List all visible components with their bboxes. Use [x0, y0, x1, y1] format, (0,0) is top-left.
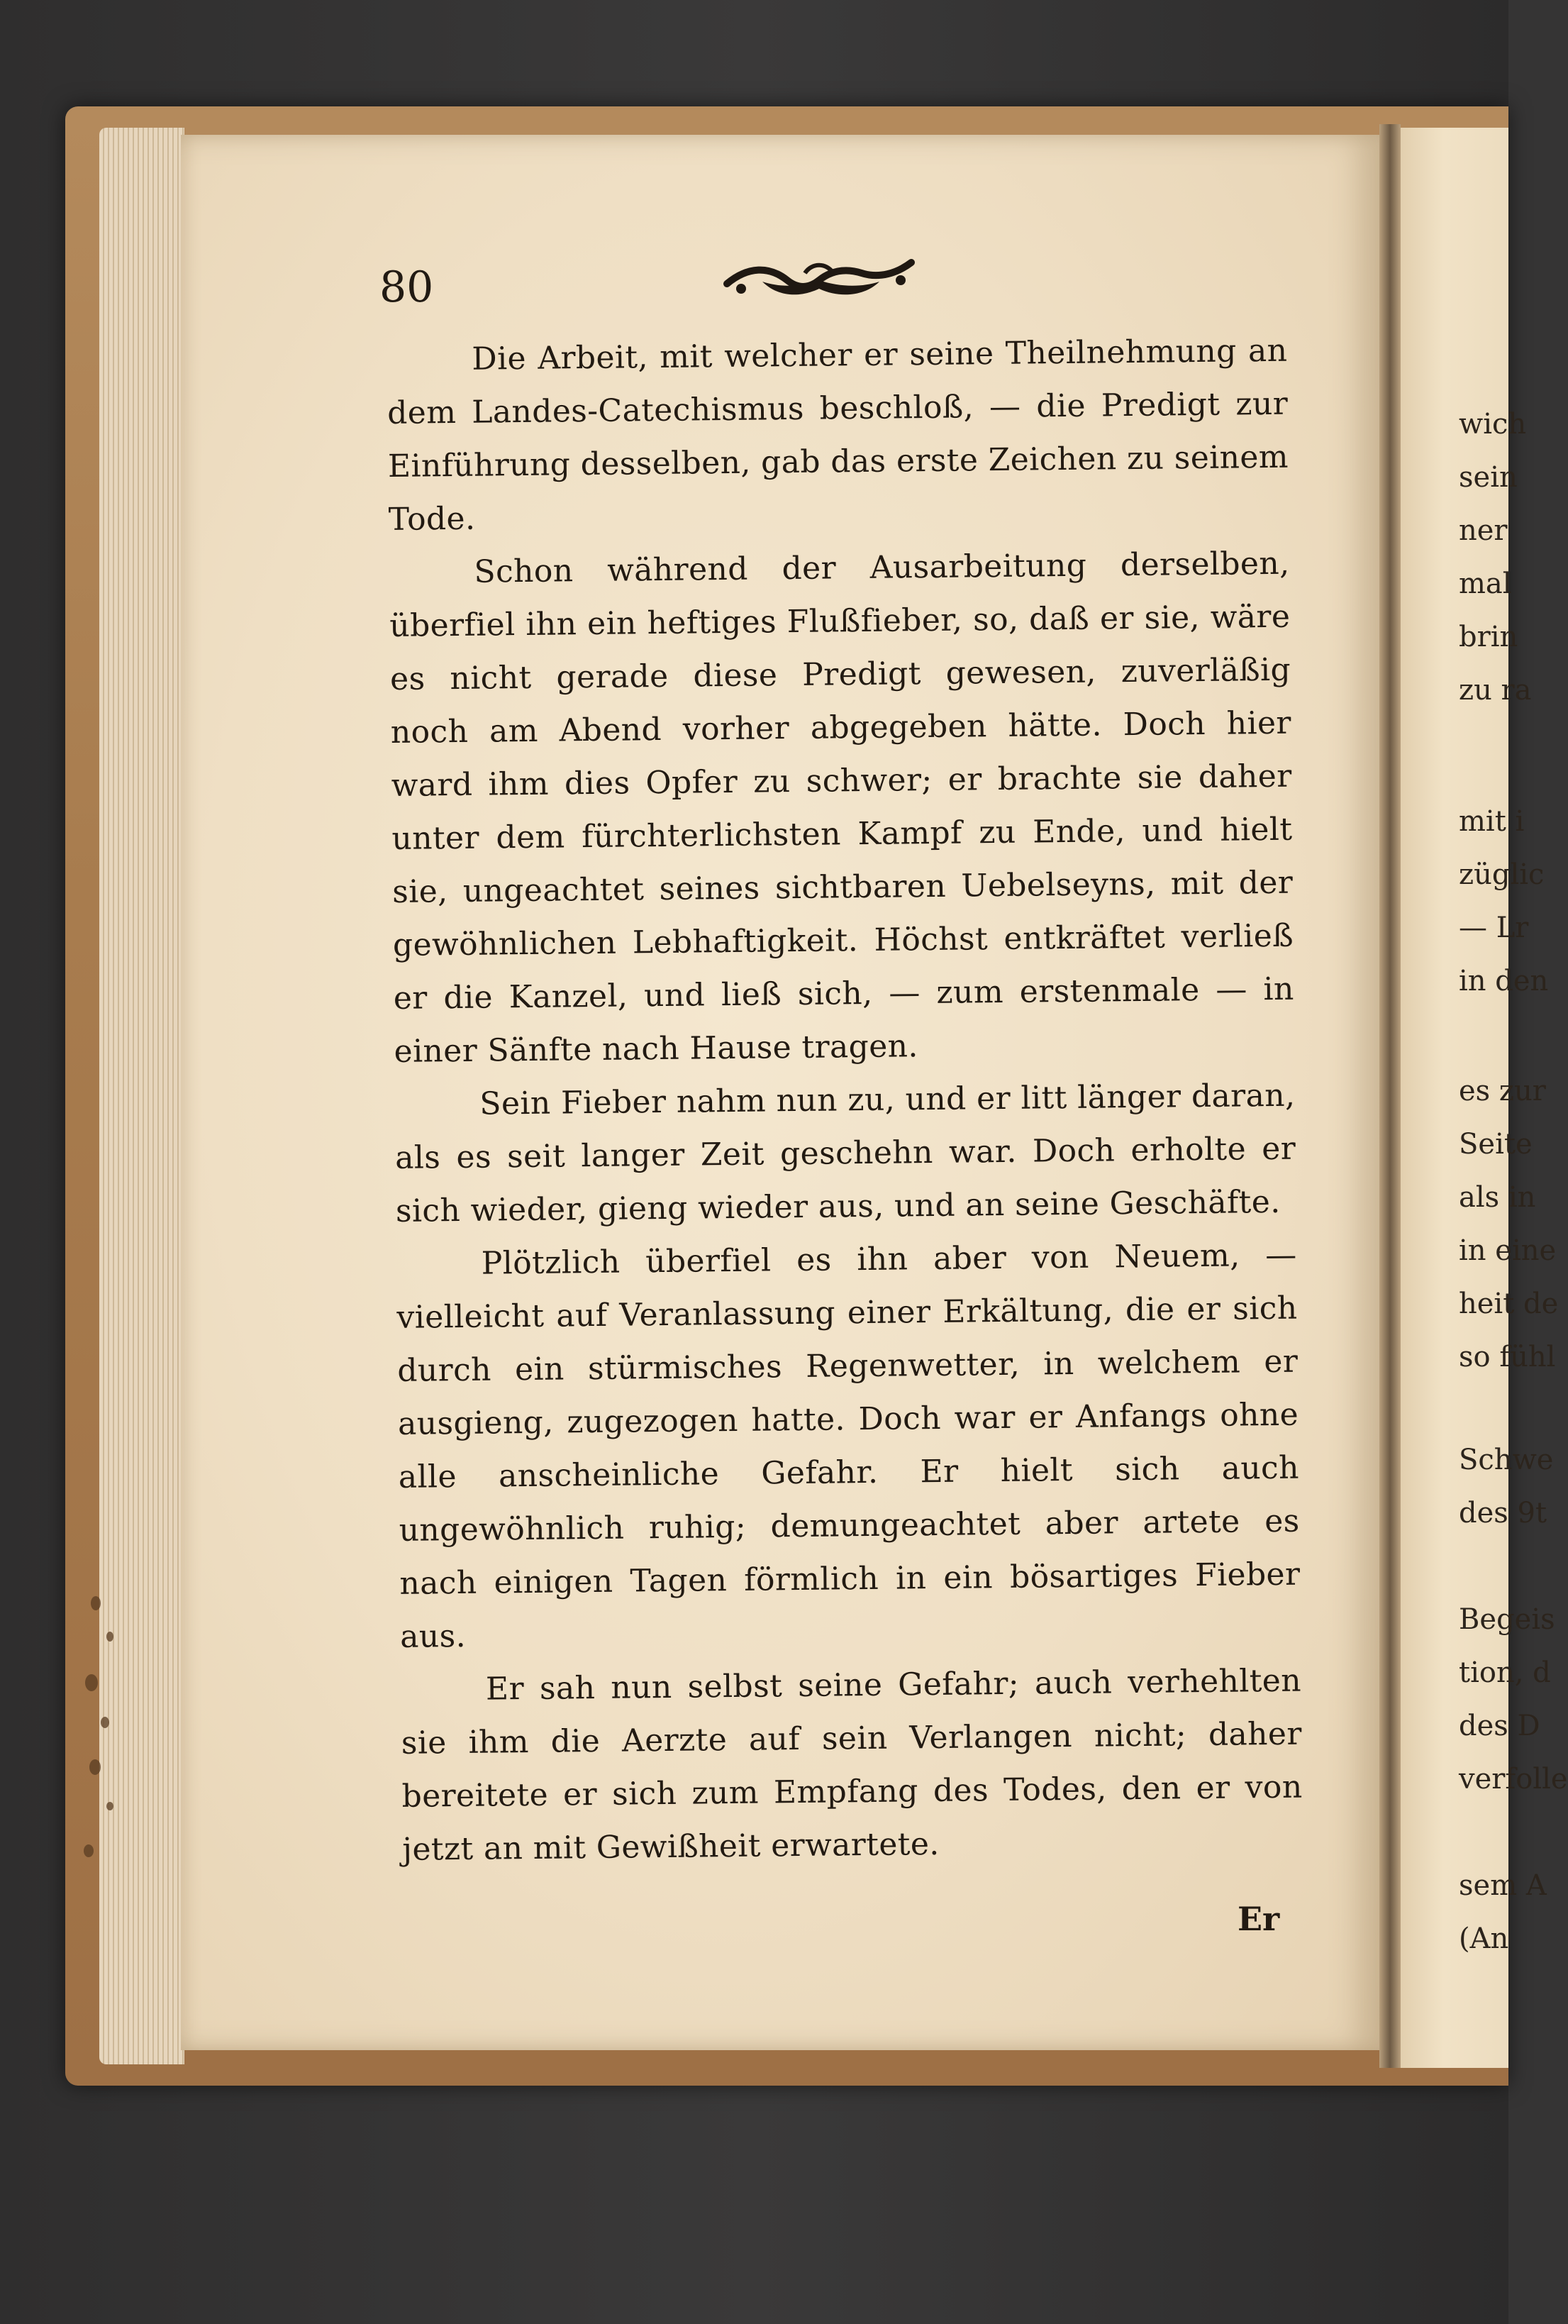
foxing-spot — [101, 1717, 109, 1728]
page-number: 80 — [379, 262, 434, 312]
fleuron-ornament-icon — [720, 252, 918, 309]
facing-page-fragment: sein — [1459, 461, 1518, 494]
facing-page-fragment: wich — [1459, 408, 1527, 441]
facing-page-fragment: in eine — [1459, 1234, 1557, 1267]
body-text — [387, 324, 1304, 1937]
paragraph: Sein Fieber nahm nun zu, und er litt länger daran, als es seit langer Zeit geschehn war. Doch erholte er sich wieder, gieng wieder aus, und an seine Geschäfte. — [394, 1077, 1296, 1229]
facing-page-fragment: ner — [1459, 514, 1508, 547]
facing-page-fragment: des D — [1459, 1710, 1540, 1742]
foxing-spot — [106, 1632, 113, 1642]
facing-page-fragment: als in — [1459, 1181, 1536, 1214]
facing-page-fragment: sem A — [1459, 1869, 1547, 1902]
facing-page-fragment: verfolle — [1459, 1763, 1568, 1795]
facing-page-fragment: tion, d — [1459, 1656, 1551, 1689]
facing-page-fragment: mal — [1459, 568, 1512, 600]
facing-page-fragment: so fühl — [1459, 1341, 1556, 1373]
foxing-spot — [84, 1844, 94, 1857]
paragraph: Schon während der Ausarbeitung derselben, überfiel ihn ein heftiges Flußfieber, so, daß er sie, wäre es nicht gerade diese Predigt gewesen, zuverläßig noch am Abend vorher abgegeben hätte. Doch hier ward ihm dies Opfer zu schwer; er brachte sie daher unter dem fürchterlichsten Kampf zu Ende, und hielt sie, ungeachtet seines sichtbaren Uebelseyns, mit der gewöhnlichen Lebhaftigkeit. Höchst entkräftet verließ er die Kanzel, und ließ sich, — zum erstenmale — in einer Sänfte nach Hause tragen. — [389, 545, 1295, 1070]
page-edges — [99, 128, 184, 2064]
facing-page-fragment: Begeis — [1459, 1603, 1555, 1636]
facing-page-fragment: es zur — [1459, 1075, 1546, 1107]
facing-page-fragment: brin — [1459, 621, 1518, 653]
catchword: Er — [1238, 1900, 1280, 1938]
facing-page-fragment: mit i — [1459, 805, 1525, 838]
facing-page-fragment: (An — [1459, 1922, 1509, 1955]
facing-page-fragment: zu ra — [1459, 674, 1532, 707]
facing-page-fragment: Schwe — [1459, 1444, 1554, 1476]
facing-page-fragment: — Lr — [1459, 912, 1529, 944]
facing-page — [1401, 128, 1568, 2068]
foxing-spot — [85, 1674, 98, 1691]
paragraph: Die Arbeit, mit welcher er seine Theilnehmung an dem Landes-Catechismus beschloß, — die Predigt zur Einführung desselben, gab das erste Zeichen zu seinem Tode. — [387, 332, 1289, 538]
paragraph: Plötzlich überfiel es ihn aber von Neuem, — vielleicht auf Veranlassung einer Erkältung, die er sich durch ein stürmisches Regenwetter, in welchem er ausgieng, zugezogen hatte. Doch war er Anfangs ohne alle anscheinliche Gefahr. Er hielt sich auch ungewöhnlich ruhig; demungeachtet aber artete es nach einigen Tagen förmlich in ein bösartiges Fieber aus. — [396, 1236, 1301, 1655]
facing-page-fragment: züglic — [1459, 858, 1545, 891]
foxing-spot — [89, 1759, 101, 1775]
facing-page-fragment: des 9t — [1459, 1497, 1547, 1529]
book-gutter — [1379, 124, 1401, 2068]
facing-page-fragment: Seite — [1459, 1128, 1533, 1161]
facing-page-fragment: in den — [1459, 965, 1549, 997]
paragraph: Er sah nun selbst seine Gefahr; auch verhehlten sie ihm die Aerzte auf sein Verlangen nicht; daher bereitete er sich zum Empfang des Todes, den er von jetzt an mit Gewißheit erwartete. — [401, 1662, 1303, 1868]
facing-page-fragment: heit de — [1459, 1288, 1559, 1320]
foxing-spot — [106, 1802, 113, 1810]
foxing-spot — [91, 1596, 101, 1610]
